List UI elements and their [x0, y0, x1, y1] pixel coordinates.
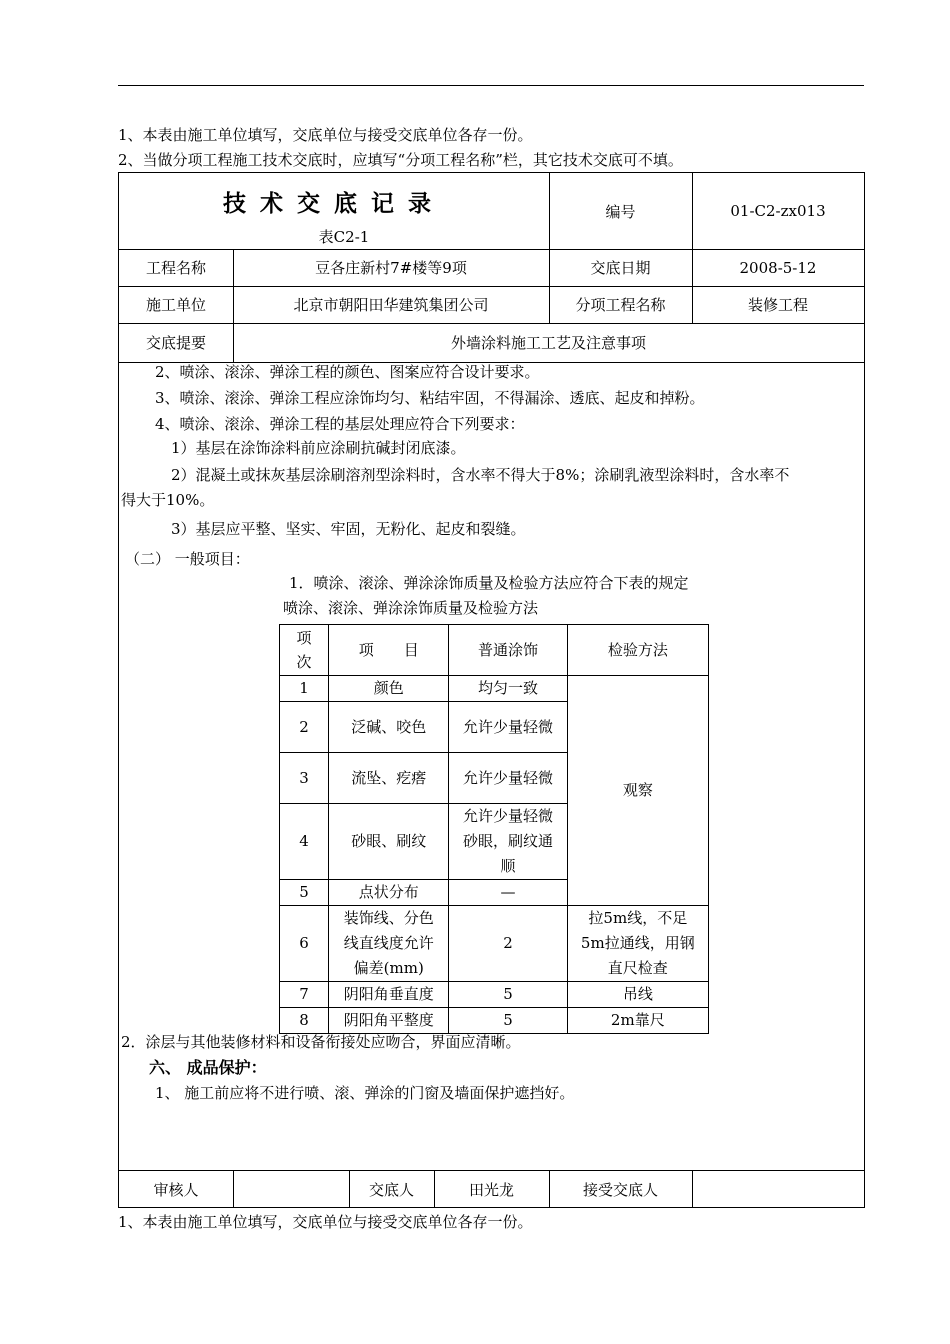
table-header-row — [280, 625, 709, 676]
row-normal: 2 — [449, 906, 567, 982]
project-name-value: 豆各庄新村7#楼等9项 — [315, 259, 467, 277]
row-normal: 允许少量轻微 — [449, 753, 567, 804]
row-no: 1 — [280, 676, 329, 702]
after-table-line: 2．涂层与其他装修材料和设备衔接处应吻合，界面应清晰。 — [121, 1033, 521, 1051]
presenter-value: 田光龙 — [468, 1180, 514, 1199]
content-line: 2、喷涂、滚涂、弹涂工程的颜色、图案应符合设计要求。 — [155, 363, 540, 381]
disclosure-form — [118, 172, 865, 1208]
reviewer-label: 审核人 — [153, 1180, 199, 1199]
receiver-value — [692, 1170, 864, 1208]
row-method: 吊线 — [567, 982, 708, 1008]
unit-label: 施工单位 — [145, 296, 206, 314]
table-row — [280, 676, 709, 702]
row-normal: — — [449, 880, 567, 906]
content-line: 1）基层在涂饰涂料前应涂刷抗碱封闭底漆。 — [171, 439, 466, 457]
number-label: 编号 — [605, 202, 636, 221]
content-line: 得大于10%。 — [121, 491, 215, 509]
bottom-note: 1、本表由施工单位填写，交底单位与接受交底单位各存一份。 — [118, 1213, 533, 1231]
row-no: 6 — [280, 906, 329, 982]
row-item: 阴阳角垂直度 — [329, 982, 449, 1008]
row-item: 装饰线、分色线直线度允许偏差(mm) — [329, 906, 449, 982]
row-no: 4 — [280, 804, 329, 880]
row-method: 拉5m线，不足5m拉通线，用钢直尺检查 — [567, 906, 708, 982]
summary-label: 交底提要 — [145, 334, 206, 352]
reviewer-value — [233, 1170, 349, 1208]
top-note-1: 1、本表由施工单位填写，交底单位与接受交底单位各存一份。 — [118, 126, 533, 144]
table-header: 项 目 — [329, 625, 449, 676]
date-label: 交底日期 — [590, 259, 651, 277]
row-normal: 均匀一致 — [449, 676, 567, 702]
table-header: 检验方法 — [567, 625, 708, 676]
subproject-label: 分项工程名称 — [575, 296, 666, 314]
row-method-merged: 观察 — [567, 676, 708, 906]
row-item: 流坠、疙瘩 — [329, 753, 449, 804]
section-subheading: （二） 一般项目： — [125, 550, 250, 568]
table-caption: 喷涂、滚涂、弹涂涂饰质量及检验方法 — [283, 599, 539, 617]
section-title: 六、 成品保护： — [149, 1058, 267, 1077]
form-title: 技术交底记录 — [223, 189, 445, 217]
row-normal: 允许少量轻微砂眼，刷纹通顺 — [449, 804, 567, 880]
row-no: 2 — [280, 702, 329, 753]
row-method: 2m靠尺 — [567, 1008, 708, 1034]
summary-value: 外墙涂料施工工艺及注意事项 — [450, 334, 646, 352]
content-line: 1．喷涂、滚涂、弹涂涂饰质量及检验方法应符合下表的规定 — [289, 574, 689, 592]
content-line: 2）混凝土或抹灰基层涂刷溶剂型涂料时，含水率不得大于8%；涂刷乳液型涂料时，含水率不 — [171, 466, 790, 484]
project-name-label: 工程名称 — [145, 259, 206, 277]
row-no: 8 — [280, 1008, 329, 1034]
table-row — [280, 1008, 709, 1034]
row-no: 5 — [280, 880, 329, 906]
number-value: 01-C2-zx013 — [730, 202, 826, 220]
table-row — [280, 982, 709, 1008]
top-note-2: 2、当做分项工程施工技术交底时，应填写“分项工程名称”栏，其它技术交底可不填。 — [118, 151, 683, 169]
row-item: 泛碱、咬色 — [329, 702, 449, 753]
row-no: 7 — [280, 982, 329, 1008]
receiver-label: 接受交底人 — [582, 1180, 658, 1199]
top-rule — [118, 85, 864, 86]
date-value: 2008-5-12 — [739, 258, 817, 277]
row-item: 阴阳角平整度 — [329, 1008, 449, 1034]
unit-value: 北京市朝阳田华建筑集团公司 — [293, 296, 489, 314]
row-no: 3 — [280, 753, 329, 804]
row-normal: 允许少量轻微 — [449, 702, 567, 753]
row-item: 颜色 — [329, 676, 449, 702]
row-item: 砂眼、刷纹 — [329, 804, 449, 880]
row-item: 点状分布 — [329, 880, 449, 906]
table-header: 项次 — [280, 625, 329, 676]
table-row — [280, 906, 709, 982]
form-code: 表C2-1 — [318, 227, 370, 246]
section-item: 1、 施工前应将不进行喷、滚、弹涂的门窗及墙面保护遮挡好。 — [155, 1084, 575, 1102]
row-normal: 5 — [449, 982, 567, 1008]
subproject-value: 装修工程 — [747, 296, 808, 314]
content-line: 4、喷涂、滚涂、弹涂工程的基层处理应符合下列要求： — [155, 415, 525, 433]
presenter-label: 交底人 — [368, 1180, 414, 1199]
table-header: 普通涂饰 — [449, 625, 567, 676]
content-line: 3）基层应平整、坚实、牢固，无粉化、起皮和裂缝。 — [171, 520, 526, 538]
row-normal: 5 — [449, 1008, 567, 1034]
content-line: 3、喷涂、滚涂、弹涂工程应涂饰均匀、粘结牢固，不得漏涂、透底、起皮和掉粉。 — [155, 389, 705, 407]
quality-table — [279, 624, 709, 1034]
